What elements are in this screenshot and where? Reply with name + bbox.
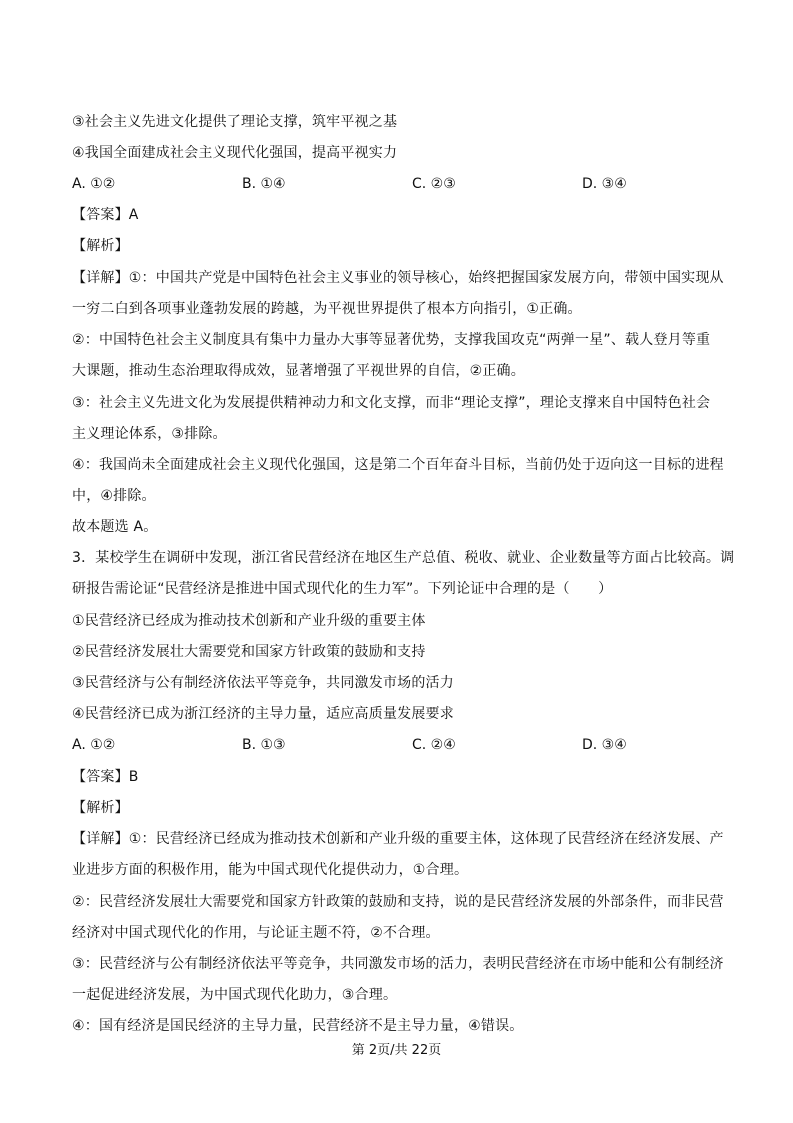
analysis-line: 经济对中国式现代化的作用，与论证主题不符，②不合理。: [72, 925, 440, 941]
analysis-line: 主义理论体系，③排除。: [72, 426, 227, 442]
option-statement-3: ③社会主义先进文化提供了理论支撑，筑牢平视之基: [72, 114, 398, 130]
answer-line: 【答案】A: [72, 207, 139, 223]
question-stem: 3．某校学生在调研中发现，浙江省民营经济在地区生产总值、税收、就业、企业数量等方面占比较高。调: [72, 550, 735, 566]
analysis-line: 一穷二白到各项事业蓬勃发展的跨越，为平视世界提供了根本方向指引，①正确。: [72, 301, 582, 317]
choice-d: D. ③④: [582, 737, 627, 753]
analysis-line: 【详解】①：民营经济已经成为推动技术创新和产业升级的重要主体，这体现了民营经济在经济发展、产: [72, 831, 724, 847]
answer-line: 【答案】B: [72, 769, 139, 785]
page-number-footer: 第 2页/共 22页: [351, 1043, 442, 1058]
analysis-line: ④：我国尚未全面建成社会主义现代化强国，这是第二个百年奋斗目标，当前仍处于迈向这一目标的进程: [72, 457, 724, 473]
analysis-line: ③：社会主义先进文化为发展提供精神动力和文化支撑，而非“理论支撑”，理论支撑来自中国特色社会: [72, 395, 711, 411]
option-statement-1: ①民营经济已经成为推动技术创新和产业升级的重要主体: [72, 613, 426, 629]
option-statement-4: ④我国全面建成社会主义现代化强国，提高平视实力: [72, 145, 398, 161]
choice-a: A. ①②: [72, 737, 116, 753]
option-statement-4: ④民营经济已成为浙江经济的主导力量，适应高质量发展要求: [72, 706, 454, 722]
option-statement-2: ②民营经济发展壮大需要党和国家方针政策的鼓励和支持: [72, 644, 426, 660]
analysis-line: ②：民营经济发展壮大需要党和国家方针政策的鼓励和支持，说的是民营经济发展的外部条件，而非民营: [72, 894, 724, 910]
analysis-line: 一起促进经济发展，为中国式现代化助力，③合理。: [72, 987, 398, 1003]
analysis-line: ④：国有经济是国民经济的主导力量，民营经济不是主导力量，④错误。: [72, 1018, 524, 1034]
analysis-line: ②：中国特色社会主义制度具有集中力量办大事等显著优势，支撑我国攻克“两弹一星”、载人登月等重: [72, 332, 711, 348]
analysis-line: 中，④排除。: [72, 488, 156, 504]
option-statement-3: ③民营经济与公有制经济依法平等竞争，共同激发市场的活力: [72, 675, 454, 691]
analysis-line: ③：民营经济与公有制经济依法平等竞争，共同激发市场的活力，表明民营经济在市场中能和公有制经济: [72, 956, 724, 972]
analysis-line: 业进步方面的积极作用，能为中国式现代化提供动力，①合理。: [72, 862, 469, 878]
choice-c: C. ②③: [412, 176, 456, 192]
conclusion-line: 故本题选 A。: [72, 519, 158, 535]
choice-c: C. ②④: [412, 737, 456, 753]
analysis-label: 【解析】: [72, 800, 129, 816]
analysis-line: 大课题，推动生态治理取得成效，显著增强了平视世界的自信，②正确。: [72, 363, 525, 379]
choice-b: B. ①③: [242, 737, 286, 753]
choice-d: D. ③④: [582, 176, 627, 192]
choice-b: B. ①④: [242, 176, 286, 192]
question-stem: 研报告需论证“民营经济是推进中国式现代化的生力军”。下列论证中合理的是（ ）: [72, 581, 613, 597]
analysis-line: 【详解】①：中国共产党是中国特色社会主义事业的领导核心，始终把握国家发展方向，带领中国实现从: [72, 270, 724, 286]
analysis-label: 【解析】: [72, 238, 129, 254]
choice-a: A. ①②: [72, 176, 116, 192]
